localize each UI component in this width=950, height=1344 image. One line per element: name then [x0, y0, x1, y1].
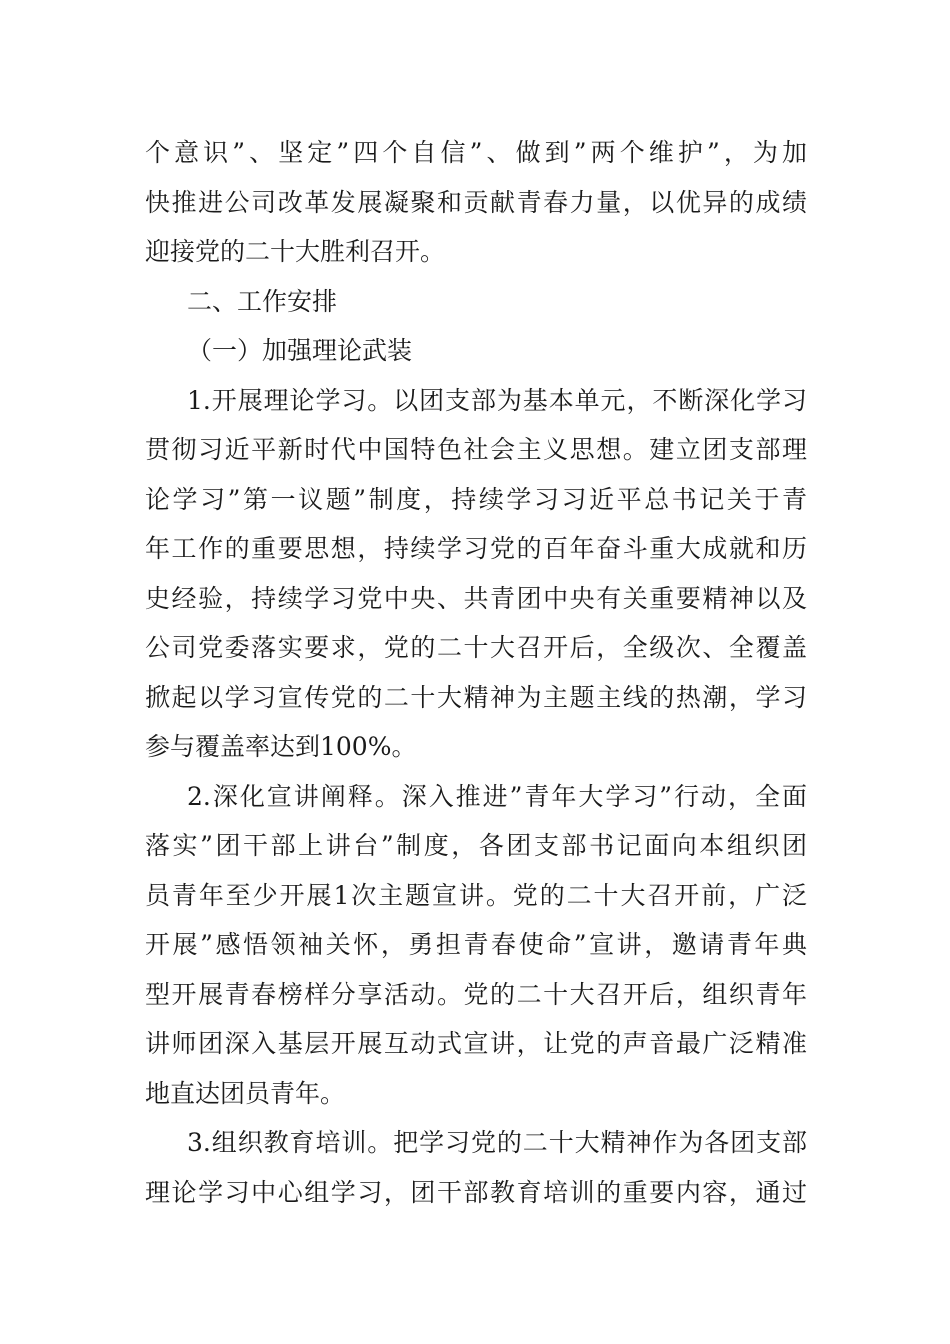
text-line: 2.深化宣讲阐释。深入推进”青年大学习”行动，全面 — [187, 782, 807, 811]
text-line: 讲师团深入基层开展互动式宣讲，让党的声音最广泛精准 — [145, 1029, 807, 1058]
subsection-heading: （一）加强理论武装 — [187, 336, 413, 365]
text-line: 落实”团干部上讲台”制度，各团支部书记面向本组织团 — [145, 831, 807, 860]
text-line: 3.组织教育培训。把学习党的二十大精神作为各团支部 — [187, 1128, 807, 1157]
text-line: 个意识”、坚定”四个自信”、做到”两个维护”，为加 — [145, 138, 807, 167]
text-line: 论学习”第一议题”制度，持续学习习近平总书记关于青 — [145, 485, 807, 514]
text-line: 年工作的重要思想，持续学习党的百年奋斗重大成就和历 — [145, 534, 807, 563]
text-line: 迎接党的二十大胜利召开。 — [145, 237, 446, 266]
text-line: 型开展青春榜样分享活动。党的二十大召开后，组织青年 — [145, 980, 807, 1009]
section-heading: 二、工作安排 — [187, 287, 338, 316]
text-line: 开展”感悟领袖关怀，勇担青春使命”宣讲，邀请青年典 — [145, 930, 807, 959]
text-line: 参与覆盖率达到100%。 — [145, 732, 417, 761]
text-line: 员青年至少开展1次主题宣讲。党的二十大召开前，广泛 — [145, 881, 807, 910]
text-line: 史经验，持续学习党中央、共青团中央有关重要精神以及 — [145, 584, 807, 613]
text-line: 理论学习中心组学习，团干部教育培训的重要内容，通过 — [145, 1178, 807, 1207]
text-line: 地直达团员青年。 — [145, 1079, 346, 1108]
text-line: 公司党委落实要求，党的二十大召开后，全级次、全覆盖 — [145, 633, 807, 662]
text-line: 1.开展理论学习。以团支部为基本单元，不断深化学习 — [187, 386, 807, 415]
text-line: 掀起以学习宣传党的二十大精神为主题主线的热潮，学习 — [145, 683, 807, 712]
text-line: 快推进公司改革发展凝聚和贡献青春力量，以优异的成绩 — [145, 188, 807, 217]
text-line: 贯彻习近平新时代中国特色社会主义思想。建立团支部理 — [145, 435, 807, 464]
